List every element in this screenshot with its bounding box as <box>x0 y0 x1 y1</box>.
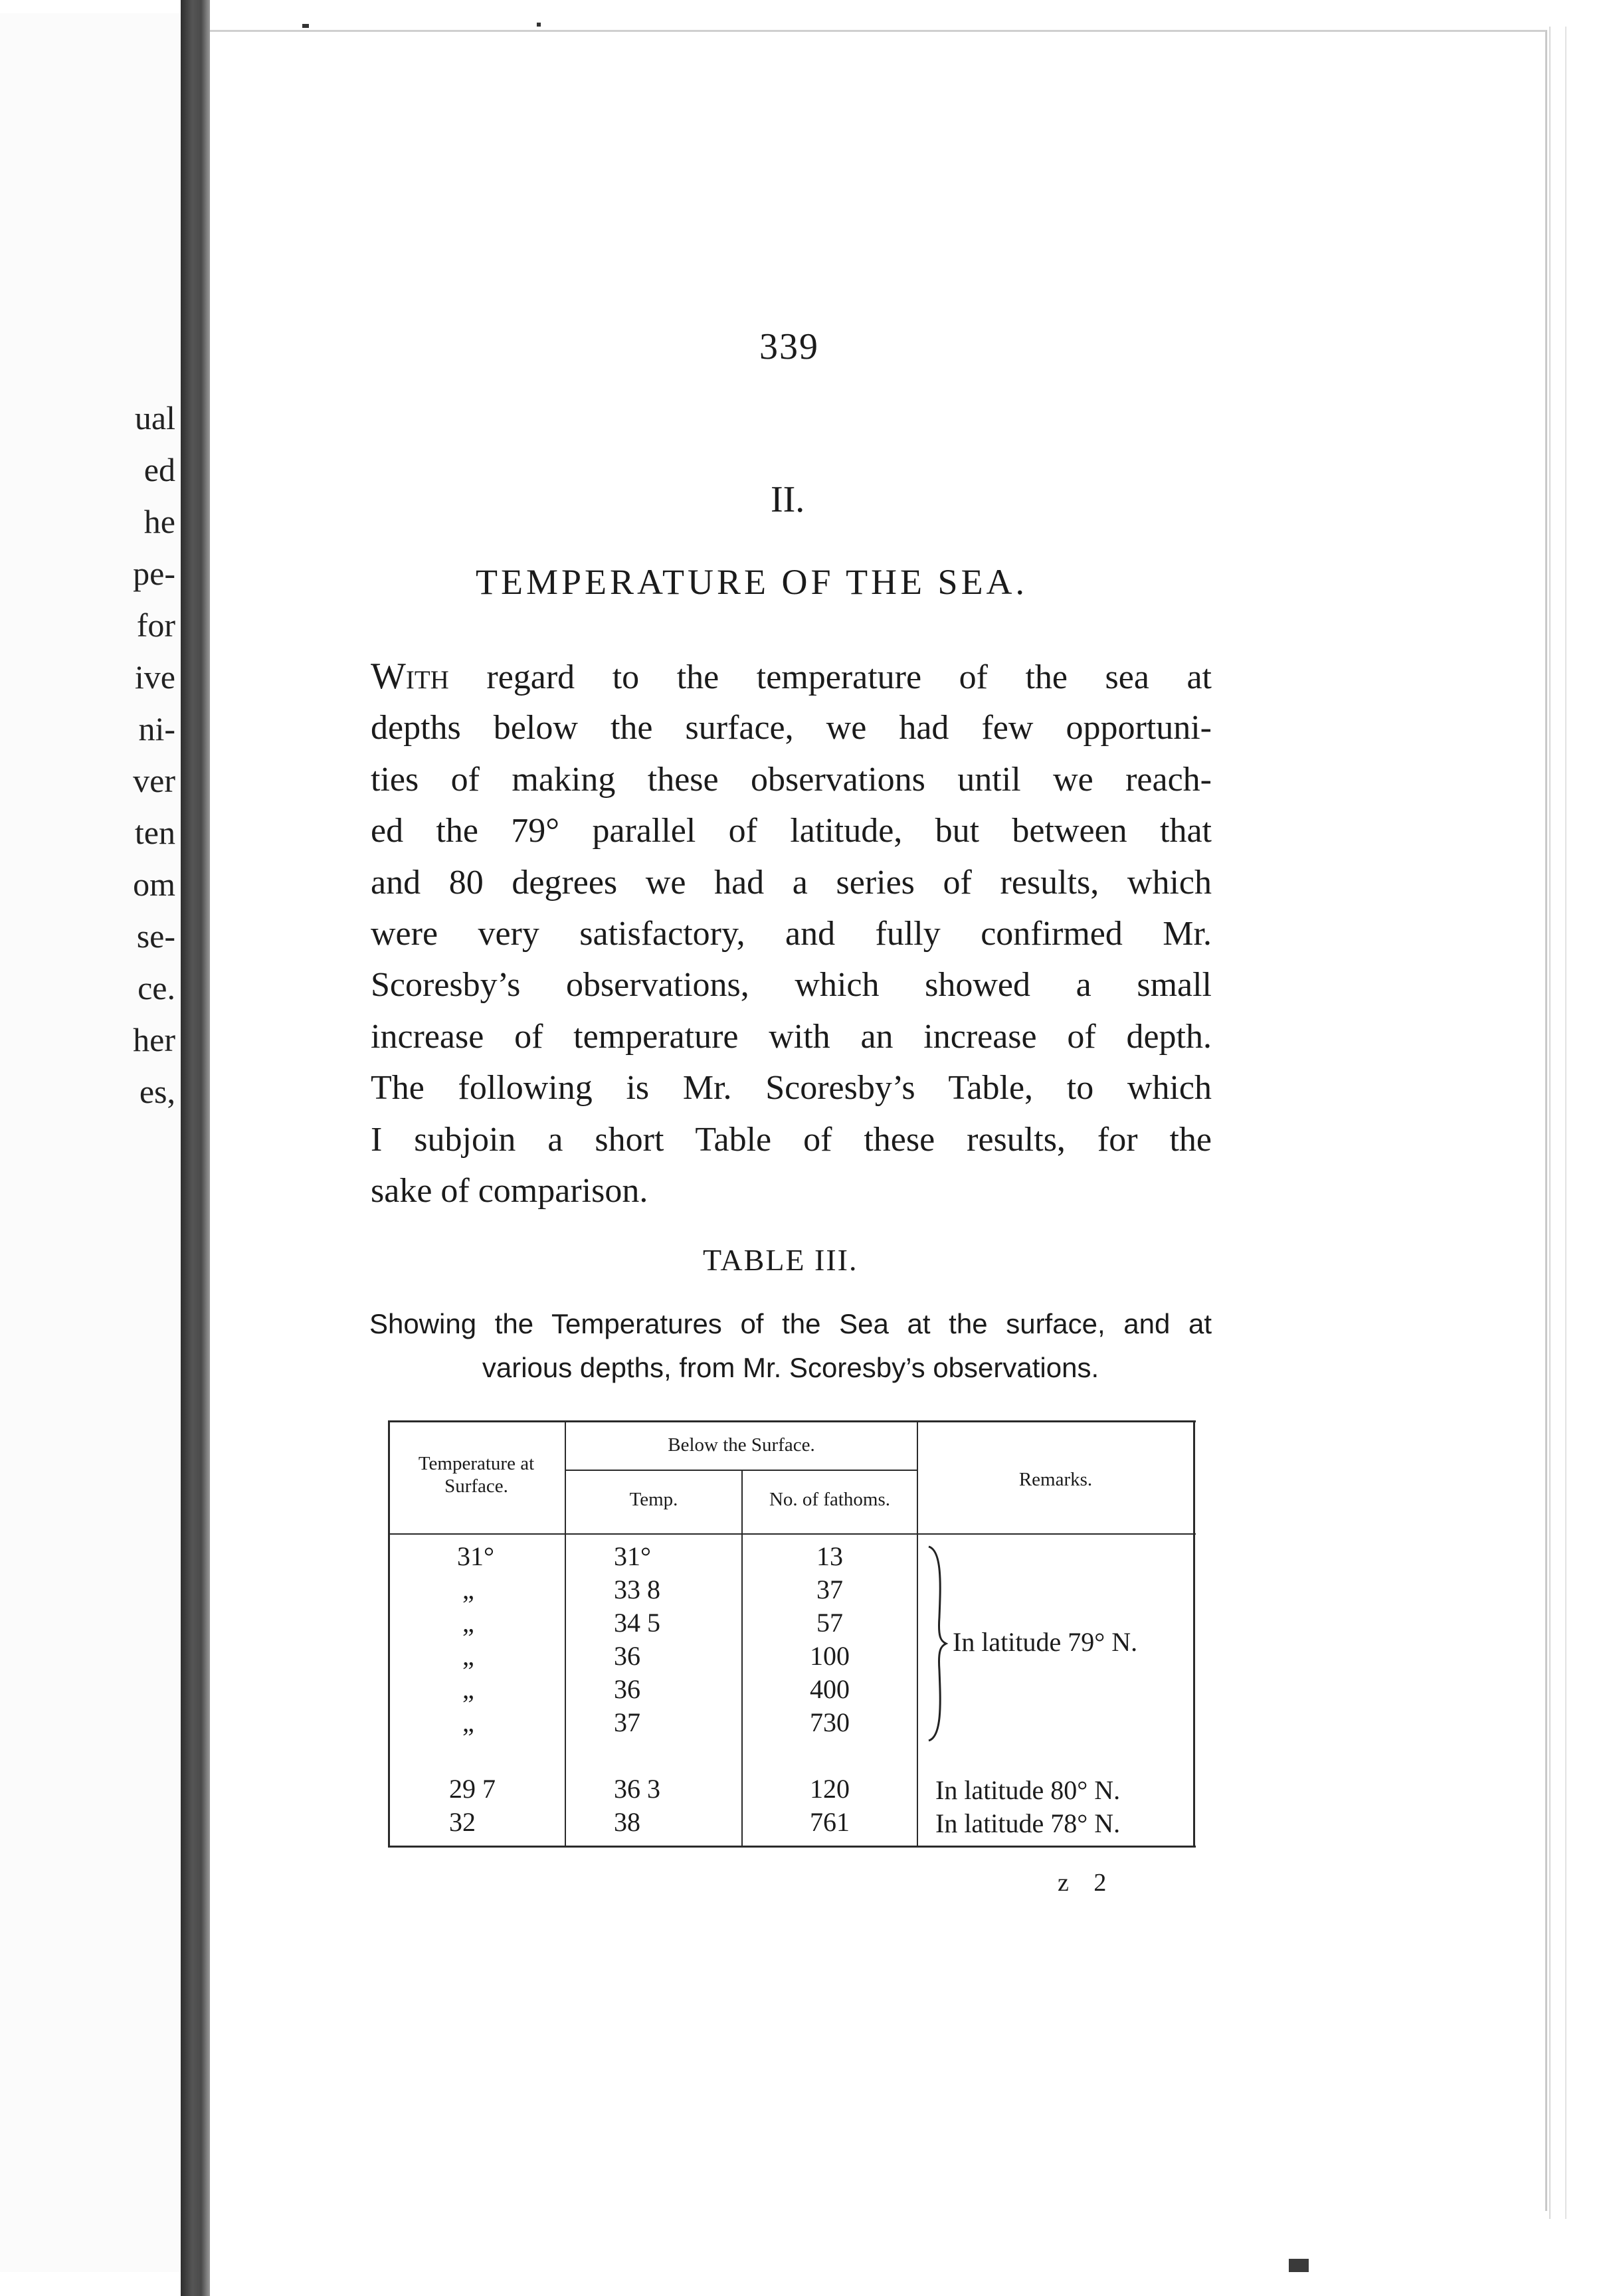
cell-surface: „ <box>462 1707 474 1737</box>
previous-line: ni- <box>138 710 175 747</box>
body-paragraph <box>371 651 1212 1216</box>
page-edge <box>1549 27 1566 2219</box>
previous-line: ten <box>134 814 175 851</box>
previous-line: for <box>136 607 175 644</box>
brace-icon <box>925 1544 949 1743</box>
body-line: ed the 79° parallel of latitude, but between that <box>371 812 1212 850</box>
cell-temp: 33 8 <box>614 1575 660 1604</box>
body-line: sake of comparison. <box>371 1171 648 1210</box>
cell-temp: 36 <box>614 1674 640 1704</box>
previous-line: ver <box>133 762 175 799</box>
body-line: Scoresby’s observations, which showed a small <box>371 966 1212 1004</box>
signature-mark: z 2 <box>1058 1869 1116 1897</box>
cell-temp: 31° <box>614 1541 651 1571</box>
body-line: increase of temperature with an increase of depth. <box>371 1017 1212 1056</box>
body-line: and 80 degrees we had a series of results, which <box>371 863 1212 902</box>
previous-line: es, <box>139 1073 175 1110</box>
page-number: 339 <box>759 326 819 367</box>
header-fathoms: No. of fathoms. <box>769 1489 891 1510</box>
table-rule <box>565 1420 566 1848</box>
header-remarks: Remarks. <box>1018 1469 1093 1490</box>
cell-fathoms: 13 <box>816 1541 843 1571</box>
cell-surface: „ <box>462 1674 474 1704</box>
previous-line: om <box>133 866 175 903</box>
table-rule <box>1193 1420 1195 1848</box>
body-line: were very satisfactory, and fully confirmed Mr. <box>371 914 1212 953</box>
cell-temp: 38 <box>614 1807 640 1837</box>
cell-temp: 34 5 <box>614 1608 660 1638</box>
cell-fathoms: 730 <box>810 1707 850 1737</box>
scan-speck <box>1289 2259 1309 2272</box>
cell-temp: 37 <box>614 1707 640 1737</box>
cell-temp: 36 <box>614 1641 640 1671</box>
body-line: The following is Mr. Scoresby’s Table, to which <box>371 1069 1212 1107</box>
section-number: II. <box>771 479 805 520</box>
remark-latitude-78: In latitude 78° N. <box>935 1808 1121 1838</box>
cell-fathoms: 120 <box>810 1774 850 1804</box>
cell-fathoms: 100 <box>810 1641 850 1671</box>
remark-latitude-79: In latitude 79° N. <box>953 1627 1138 1657</box>
header-below-surface: Below the Surface. <box>668 1434 815 1456</box>
cell-surface: 29 7 <box>449 1774 496 1804</box>
caption-line: Showing the Temperatures of the Sea at the surface, and at <box>369 1308 1212 1339</box>
cell-temp: 36 3 <box>614 1774 660 1804</box>
temperature-table <box>388 1420 1196 1852</box>
previous-line: pe- <box>133 555 175 592</box>
previous-line: se- <box>136 917 175 955</box>
book-gutter <box>181 0 210 2296</box>
body-line: I subjoin a short Table of these results, for the <box>371 1120 1212 1159</box>
cell-fathoms: 57 <box>816 1608 843 1638</box>
cell-surface: 31° <box>457 1541 494 1571</box>
header-surface-temp: Temperature at Surface. <box>418 1453 535 1497</box>
first-word: With <box>371 656 449 697</box>
table-caption <box>369 1302 1212 1390</box>
table-rule <box>388 1420 1196 1422</box>
cell-surface: „ <box>462 1575 474 1604</box>
cell-fathoms: 761 <box>810 1807 850 1837</box>
table-rule <box>388 1533 1196 1535</box>
previous-page <box>0 13 182 2272</box>
cell-surface: „ <box>462 1641 474 1671</box>
previous-line: ive <box>134 658 175 696</box>
cell-fathoms: 37 <box>816 1575 843 1604</box>
body-line: ties of making these observations until we reach- <box>371 760 1212 799</box>
scan-speck <box>537 23 541 27</box>
cell-surface: 32 <box>449 1807 476 1837</box>
previous-line: ual <box>134 399 175 436</box>
body-line: depths below the surface, we had few opportuni- <box>371 709 1212 747</box>
previous-line: ce. <box>138 969 175 1006</box>
scan-speck <box>302 24 309 28</box>
header-temp: Temp. <box>629 1489 678 1510</box>
previous-line: he <box>143 503 175 540</box>
caption-line: various depths, from Mr. Scoresby’s observations. <box>482 1352 1099 1383</box>
table-rule <box>388 1420 390 1848</box>
table-rule <box>566 1470 917 1471</box>
table-title: TABLE III. <box>703 1243 858 1277</box>
previous-line: ed <box>143 451 175 488</box>
cell-fathoms: 400 <box>810 1674 850 1704</box>
body-line: With regard to the temperature of the sea at <box>371 656 1212 697</box>
previous-line: her <box>133 1021 175 1058</box>
remark-latitude-80: In latitude 80° N. <box>935 1775 1121 1805</box>
section-heading: TEMPERATURE OF THE SEA. <box>476 562 1028 602</box>
previous-page-text <box>133 392 175 1117</box>
cell-surface: „ <box>462 1608 474 1638</box>
table-rule <box>388 1846 1196 1848</box>
